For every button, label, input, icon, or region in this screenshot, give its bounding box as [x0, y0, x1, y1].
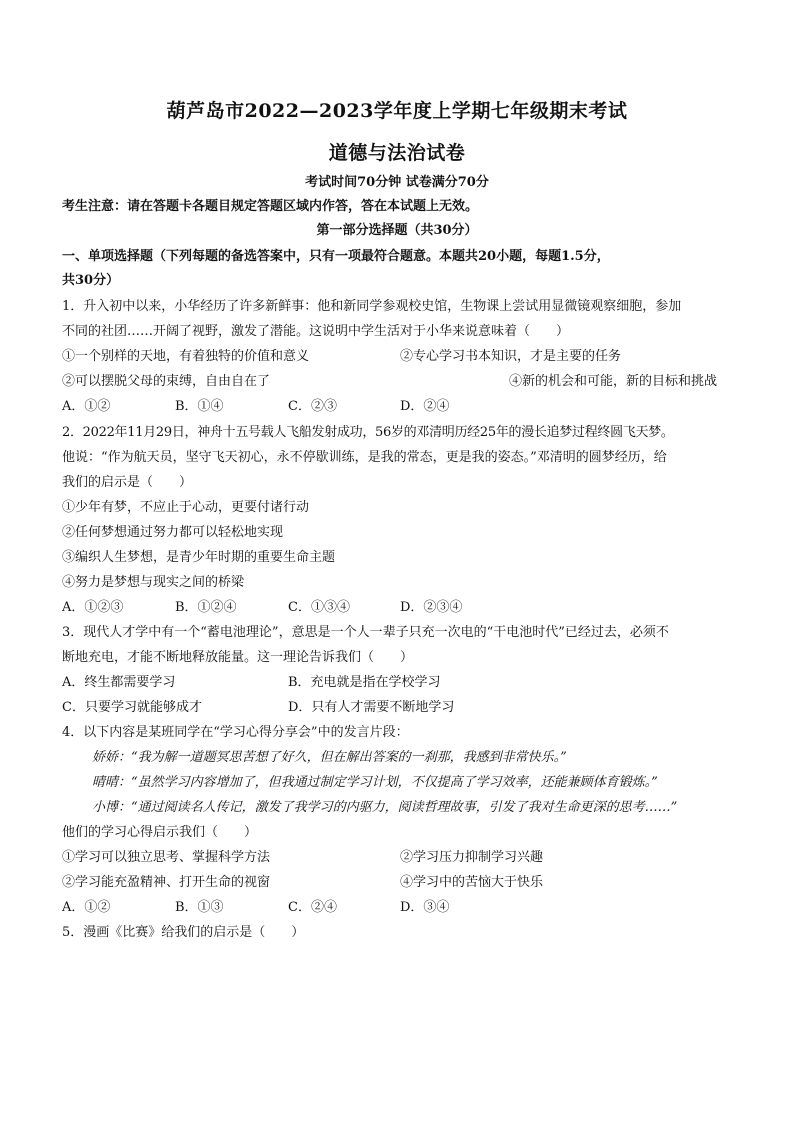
q1-choice-b: B．①④	[175, 399, 224, 414]
part-one-heading: 第一部分选择题（共30分）	[316, 223, 478, 238]
q2-stem-line2: 他说：“作为航天员，坚守飞天初心，永不停歇训练，是我的常态，更是我的姿态。”邓清明的圆梦经历，给	[62, 450, 667, 465]
q3-choice-d: D．只有人才需要不断地学习	[288, 700, 455, 715]
q1-choice-c: C．②③	[288, 399, 337, 414]
q2-option-1: ①少年有梦，不应止于心动，更要付诸行动	[62, 500, 310, 515]
q2-option-2: ②任何梦想通过努力都可以轻松地实现	[62, 525, 284, 540]
q4-choice-a: A．①②	[62, 900, 111, 915]
q2-option-3: ③编织人生梦想，是青少年时期的重要生命主题	[62, 550, 336, 565]
q2-stem-line3: 我们的启示是（ ）	[62, 475, 193, 490]
q1-stem-line2: 不同的社团……开阔了视野，激发了潜能。这说明中学生活对于小华来说意味着（ ）	[62, 324, 570, 339]
q1-option-1: ①一个别样的天地，有着独特的价值和意义	[62, 349, 310, 364]
section-heading-line2: 共30分）	[62, 273, 120, 288]
q1-option-3: ②可以摆脱父母的束缚，自由自在了	[62, 374, 271, 389]
q3-stem-line2: 断地充电，才能不断地释放能量。这一理论告诉我们（ ）	[62, 650, 414, 665]
q4-quote-jiaojiao: 娇娇：“我为解一道题冥思苦想了好久，但在解出答案的一刹那，我感到非常快乐。”	[92, 750, 567, 765]
q3-choice-a: A．终生都需要学习	[62, 675, 176, 690]
exam-notice: 考生注意：请在答题卡各题目规定答题区域内作答，答在本试题上无效。	[62, 199, 479, 214]
q4-quote-xiaobo: 小博：“通过阅读名人传记，激发了我学习的内驱力，阅读哲理故事，引发了我对生命更深的思考……”	[92, 800, 678, 815]
q2-choice-a: A．①②③	[62, 600, 124, 615]
exam-subtitle: 道德与法治试卷	[328, 142, 466, 164]
q1-choice-d: D．②④	[400, 399, 450, 414]
exam-title: 葫芦岛市2022—2023学年度上学期七年级期末考试	[166, 100, 628, 122]
q3-choice-c: C．只要学习就能够成才	[62, 700, 202, 715]
q4-option-2: ②学习压力抑制学习兴趣	[400, 850, 544, 865]
q4-stem-line1: 4．以下内容是某班同学在“学习心得分享会”中的发言片段：	[62, 725, 409, 740]
q2-choice-b: B．①②④	[175, 600, 237, 615]
section-heading-line1: 一、单项选择题（下列每题的备选答案中，只有一项最符合题意。本题共20小题，每题1.5分，	[62, 249, 610, 264]
q1-option-4: ④新的机会和可能，新的目标和挑战	[509, 374, 718, 389]
q4-option-1: ①学习可以独立思考、掌握科学方法	[62, 850, 271, 865]
q1-stem-line1: 1．升入初中以来，小华经历了许多新鲜事：他和新同学参观校史馆，生物课上尝试用显微镜观察细胞，参加	[62, 299, 682, 314]
q2-option-4: ④努力是梦想与现实之间的桥梁	[62, 575, 245, 590]
q5-stem-line1: 5．漫画《比赛》给我们的启示是（ ）	[62, 925, 305, 940]
q4-stem-line2: 他们的学习心得启示我们（ ）	[62, 825, 258, 840]
q2-stem-line1: 2．2022年11月29日，神舟十五号载人飞船发射成功，56岁的邓清明历经25年的漫长追梦过程终圆飞天梦。	[62, 425, 674, 440]
q2-choice-c: C．①③④	[288, 600, 350, 615]
q4-choice-c: C．②④	[288, 900, 337, 915]
q4-option-4: ④学习中的苦恼大于快乐	[400, 875, 544, 890]
q1-option-2: ②专心学习书本知识，才是主要的任务	[400, 349, 622, 364]
q3-choice-b: B．充电就是指在学校学习	[288, 675, 441, 690]
q4-quote-qingqing: 晴晴：“虽然学习内容增加了，但我通过制定学习计划，不仅提高了学习效率，还能兼顾体育锻炼。”	[92, 775, 658, 790]
exam-info: 考试时间70分钟 试卷满分70分	[305, 175, 489, 190]
q4-choice-b: B．①③	[175, 900, 224, 915]
q4-option-3: ②学习能充盈精神、打开生命的视窗	[62, 875, 271, 890]
q4-choice-d: D．③④	[400, 900, 450, 915]
q3-stem-line1: 3．现代人才学中有一个“蓄电池理论”，意思是一个人一辈子只充一次电的“干电池时代”已经过去，必须不	[62, 625, 669, 640]
q2-choice-d: D．②③④	[400, 600, 463, 615]
q1-choice-a: A．①②	[62, 399, 111, 414]
